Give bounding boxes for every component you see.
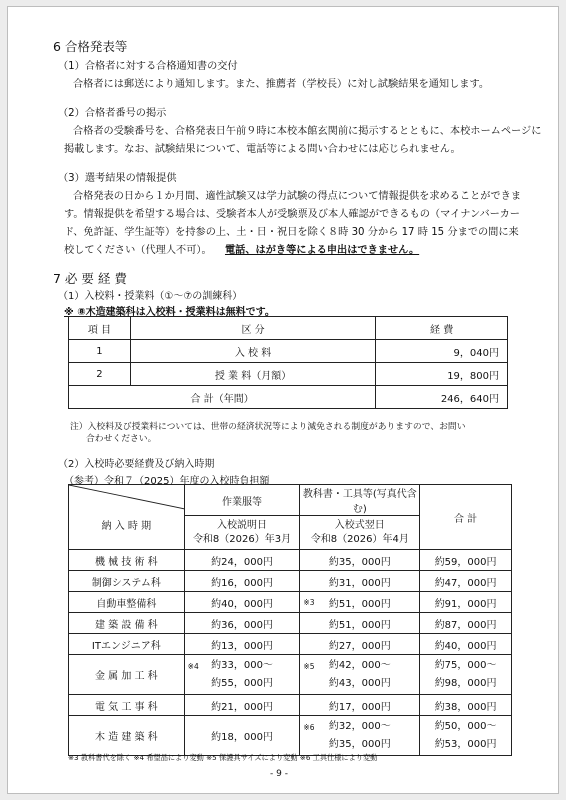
sec6-s3-line3: ド、免許証、学生証等）を持参の上、土・日・祝日を除く８時 30 分から 17 時 15 分までの間に来 xyxy=(64,227,519,238)
workwear-cost: 約40，000円 xyxy=(184,592,300,613)
sec6-s1-body: 合格者には郵送により通知します。また、推薦者（学校長）に対し試験結果を通知します。 xyxy=(73,79,490,90)
sec6-s2-line2: 掲載します。なお、試験結果について、電話等による問い合わせには応じられません。 xyxy=(64,144,461,155)
col1-timing-date: 令和8（2026）年3月 xyxy=(192,533,292,545)
sec6-s2-title: （2）合格者番号の掲示 xyxy=(58,108,167,119)
textbook-cost: 約31，000円 xyxy=(300,571,420,592)
footnotes: ※3 教科書代を除く ※4 希望品により変動 ※5 保護具サイズにより変動 ※6 工具仕様により変動 xyxy=(68,753,378,762)
payment-table xyxy=(68,484,512,756)
sec6-s1-title: （1）合格者に対する合格通知書の交付 xyxy=(58,61,238,72)
payment-header-row1 xyxy=(69,485,512,516)
sec6-s3-line4a: 校してください（代理人不可）。 xyxy=(64,245,212,256)
row-head-label: 納 入 時 期 xyxy=(101,521,152,532)
table-row xyxy=(69,363,508,386)
textbook-cost-range xyxy=(300,655,420,695)
fee-row-amount: 9，040円 xyxy=(376,340,508,363)
section7-title: 7 必 要 経 費 xyxy=(53,271,127,286)
fee-total-label: 合 計（年間） xyxy=(69,386,376,409)
fee-header-category: 区 分 xyxy=(130,317,375,340)
table-row xyxy=(69,592,512,613)
table-row-mokuzo xyxy=(69,716,512,756)
table-row xyxy=(69,613,512,634)
cost-range-high: 約53，000円 xyxy=(434,738,497,750)
fee-total-row xyxy=(69,386,508,409)
col1-timing xyxy=(184,516,300,550)
note-mark: ※6 xyxy=(303,723,315,732)
course-name: 木 造 建 築 科 xyxy=(69,716,185,756)
sec7-s2-ref: （参考）令和７（2025）年度の入校時負担額 xyxy=(64,476,270,487)
course-name: 建 築 設 備 科 xyxy=(69,613,185,634)
note-mark: ※4 xyxy=(187,662,199,671)
cost-range-high: 約98，000円 xyxy=(434,677,497,689)
textbook-cost: 約27，000円 xyxy=(300,634,420,655)
total-cost: 約47，000円 xyxy=(420,571,512,592)
col-head-textbooks: 教科書・工具等(写真代含む) xyxy=(300,485,420,516)
workwear-cost: 約21，000円 xyxy=(184,695,300,716)
col-head-workwear: 作業服等 xyxy=(184,485,300,516)
workwear-cost-range xyxy=(184,655,300,695)
col2-timing-event: 入校式翌日 xyxy=(334,519,385,531)
course-name: ITエンジニア科 xyxy=(69,634,185,655)
payment-corner-cell xyxy=(69,485,185,550)
total-cost-range xyxy=(420,716,512,756)
textbook-cost-cell xyxy=(300,592,420,613)
total-cost: 約38，000円 xyxy=(420,695,512,716)
course-name: 自動車整備科 xyxy=(69,592,185,613)
workwear-cost: 約24，000円 xyxy=(184,550,300,571)
table-row-kinzoku xyxy=(69,655,512,695)
fee-header-item: 項 目 xyxy=(69,317,131,340)
sec7-s2-title: （2）入校時必要経費及び納入時期 xyxy=(58,459,215,470)
fee-note-line1: 注）入校料及び授業料については、世帯の経済状況等により減免される制度がありますので、お問い xyxy=(70,422,466,432)
sec7-s1-note: ※ ⑧木造建築科は入校料・授業料は無料です。 xyxy=(64,307,275,318)
section6-title: 6 合格発表等 xyxy=(53,39,128,54)
cost-range-low: 約75，000～ xyxy=(434,659,497,671)
textbook-cost: 約17，000円 xyxy=(300,695,420,716)
cost-range-low: 約42，000～ xyxy=(328,659,391,671)
fee-row-amount: 19，800円 xyxy=(376,363,508,386)
course-name: 金 属 加 工 科 xyxy=(69,655,185,695)
course-name: 機 械 技 術 科 xyxy=(69,550,185,571)
page-number: - 9 - xyxy=(270,769,288,779)
fee-row-no: 1 xyxy=(69,340,131,363)
course-name: 制御システム科 xyxy=(69,571,185,592)
col2-timing-date: 令和8（2026）年4月 xyxy=(310,533,409,545)
cost-range-low: 約33，000～ xyxy=(211,659,273,671)
table-row xyxy=(69,340,508,363)
cost-range-low: 約50，000～ xyxy=(434,720,497,732)
fee-row-no: 2 xyxy=(69,363,131,386)
textbook-cost-range xyxy=(300,716,420,756)
sec6-s3-line1: 合格発表の日から１か月間、適性試験又は学力試験の得点について情報提供を求めることができま xyxy=(73,191,522,202)
table-row xyxy=(69,634,512,655)
fee-table xyxy=(68,316,508,409)
textbook-cost: 約35，000円 xyxy=(300,550,420,571)
course-name: 電 気 工 事 科 xyxy=(69,695,185,716)
sec6-s3-line4 xyxy=(64,241,419,256)
workwear-cost: 約13，000円 xyxy=(184,634,300,655)
fee-table-header xyxy=(69,317,508,340)
total-cost: 約59，000円 xyxy=(420,550,512,571)
sec6-s3-line4b: 電話、はがき等による申出はできません。 xyxy=(224,245,420,256)
table-row xyxy=(69,571,512,592)
total-cost: 約40，000円 xyxy=(420,634,512,655)
total-cost: 約87，000円 xyxy=(420,613,512,634)
col1-timing-event: 入校説明日 xyxy=(217,519,268,531)
table-row xyxy=(69,695,512,716)
textbook-cost: 約51，000円 xyxy=(300,613,420,634)
col-head-total: 合 計 xyxy=(420,485,512,550)
note-mark: ※5 xyxy=(303,662,315,671)
fee-row-name: 授 業 料（月額） xyxy=(130,363,375,386)
cost-range-high: 約43，000円 xyxy=(328,677,391,689)
cost-range-high: 約55，000円 xyxy=(211,677,273,689)
sec7-s1-title: （1）入校料・授業料（①～⑦の訓練科） xyxy=(58,291,243,302)
document-page xyxy=(7,6,559,794)
total-cost: 約91，000円 xyxy=(420,592,512,613)
textbook-cost: 約51，000円 xyxy=(328,598,391,610)
workwear-cost: 約16，000円 xyxy=(184,571,300,592)
diagonal-line xyxy=(69,485,185,541)
table-row xyxy=(69,550,512,571)
fee-total-amount: 246，640円 xyxy=(376,386,508,409)
sec6-s2-line1: 合格者の受験番号を、合格発表日午前９時に本校本館玄関前に掲示するとともに、本校ホームページに xyxy=(73,126,542,137)
fee-header-cost: 経 費 xyxy=(376,317,508,340)
workwear-cost: 約18，000円 xyxy=(184,716,300,756)
cost-range-high: 約35，000円 xyxy=(328,738,391,750)
sec6-s3-line2: す。情報提供を希望する場合は、受験者本人が受験票及び本人確認ができるもの（マイナンバーカー xyxy=(64,209,520,220)
workwear-cost: 約36，000円 xyxy=(184,613,300,634)
sec6-s3-title: （3）選考結果の情報提供 xyxy=(58,173,177,184)
fee-note-line2: 合わせください。 xyxy=(86,434,157,444)
fee-row-name: 入 校 料 xyxy=(130,340,375,363)
note-mark: ※3 xyxy=(303,598,315,607)
cost-range-low: 約32，000～ xyxy=(328,720,391,732)
col2-timing xyxy=(300,516,420,550)
total-cost-range xyxy=(420,655,512,695)
